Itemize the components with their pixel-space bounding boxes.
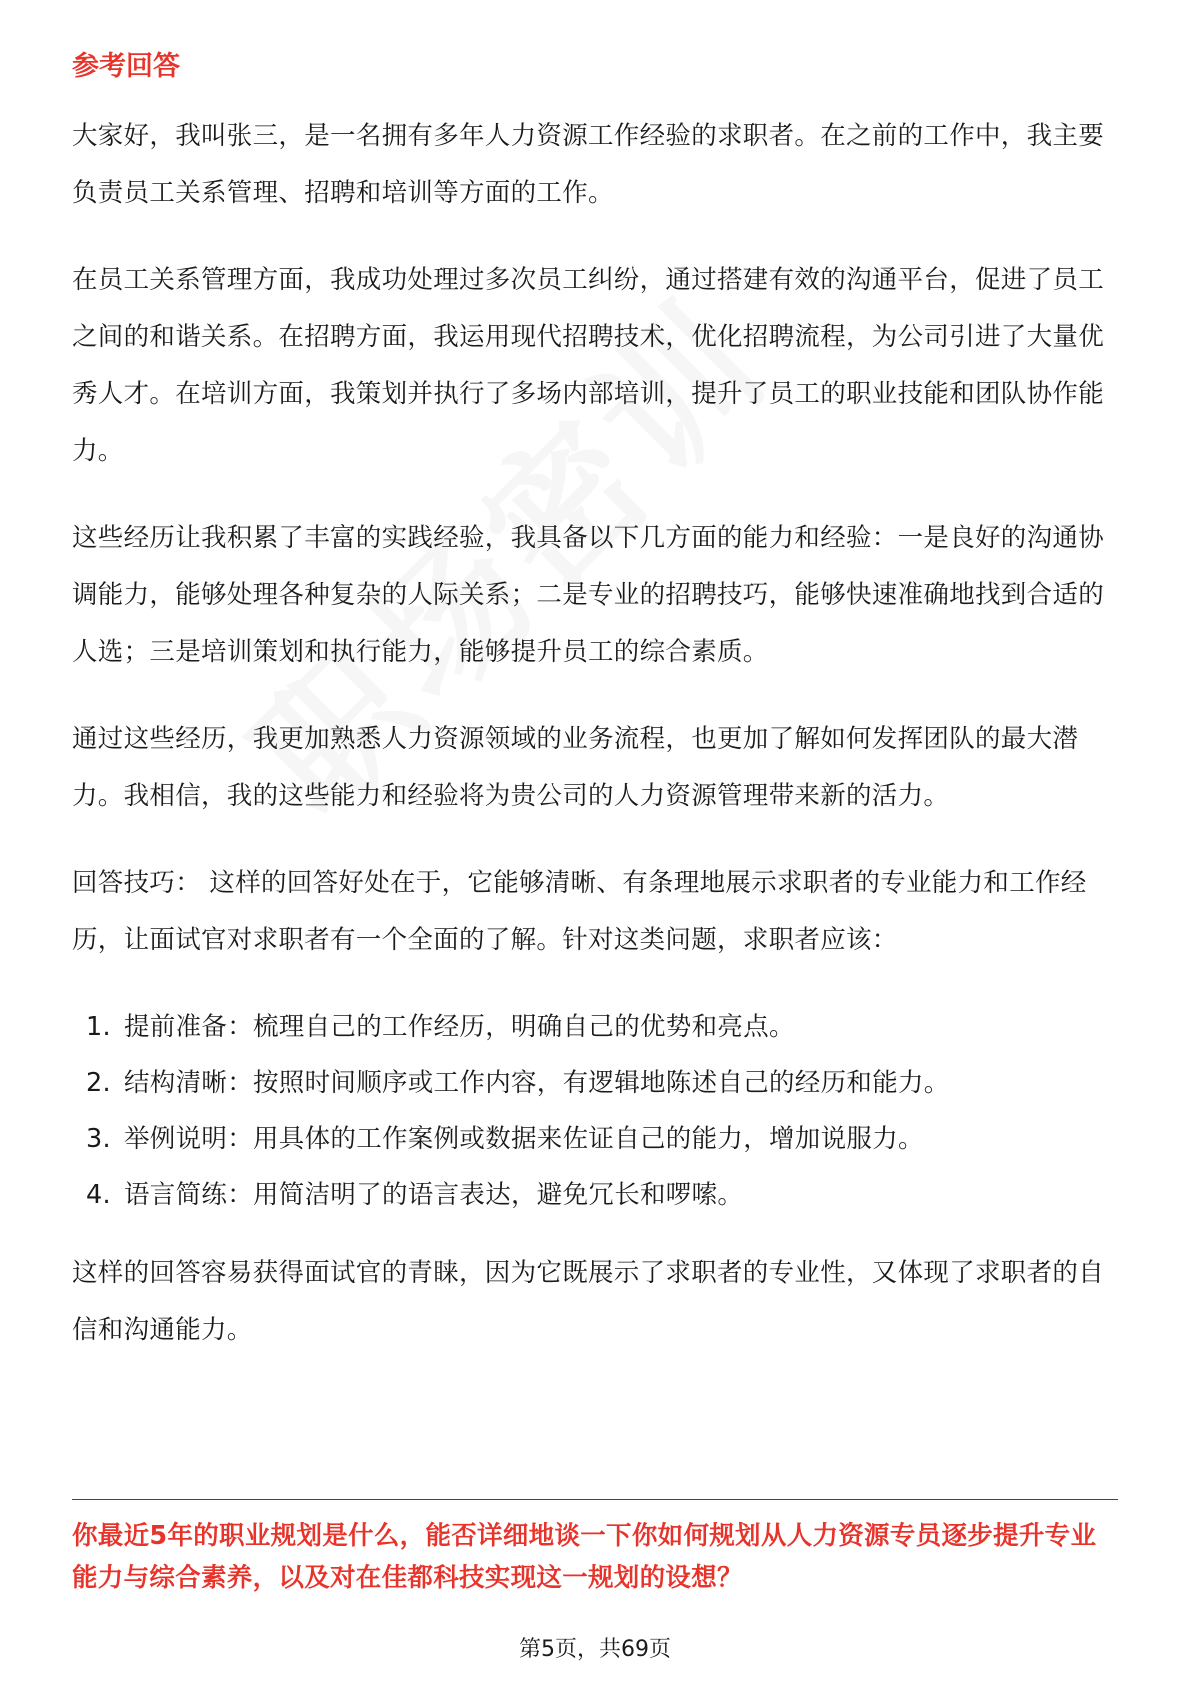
answer-section	[72, 48, 1118, 1389]
list-item-text: 提前准备：梳理自己的工作经历，明确自己的优势和亮点。	[124, 1012, 795, 1042]
experience-paragraph: 在员工关系管理方面，我成功处理过多次员工纠纷，通过搭建有效的沟通平台，促进了员工之间的和谐关系。在招聘方面，我运用现代招聘技术，优化招聘流程，为公司引进了大量优秀人才。在培训方面，我策划并执行了多场内部培训，提升了员工的职业技能和团队协作能力。	[72, 265, 1105, 466]
tips-list	[72, 999, 1118, 1223]
list-item	[72, 1111, 1118, 1167]
list-item	[72, 1055, 1118, 1111]
list-item-number: 3.	[86, 1124, 111, 1154]
list-item	[72, 1167, 1118, 1223]
list-item-number: 2.	[86, 1068, 111, 1098]
closing-paragraph: 这样的回答容易获得面试官的青睐，因为它既展示了求职者的专业性，又体现了求职者的自信和沟通能力。	[72, 1258, 1105, 1345]
list-item-text: 语言简练：用简洁明了的语言表达，避免冗长和啰嗦。	[124, 1180, 744, 1210]
section-heading: 参考回答	[72, 51, 180, 82]
list-item-text: 举例说明：用具体的工作案例或数据来佐证自己的能力，增加说服力。	[124, 1124, 924, 1154]
list-item-number: 4.	[86, 1180, 111, 1210]
next-question: 你最近5年的职业规划是什么，能否详细地谈一下你如何规划从人力资源专员逐步提升专业能力与综合素养，以及对在佳都科技实现这一规划的设想？	[72, 1521, 1097, 1593]
list-item	[72, 999, 1118, 1055]
list-item-text: 结构清晰：按照时间顺序或工作内容，有逻辑地陈述自己的经历和能力。	[124, 1068, 950, 1098]
abilities-paragraph: 这些经历让我积累了丰富的实践经验，我具备以下几方面的能力和经验：一是良好的沟通协调能力，能够处理各种复杂的人际关系；二是专业的招聘技巧，能够快速准确地找到合适的人选；三是培训策划和执行能力，能够提升员工的综合素质。	[72, 523, 1105, 667]
tips-intro-paragraph: 回答技巧： 这样的回答好处在于，它能够清晰、有条理地展示求职者的专业能力和工作经历，让面试官对求职者有一个全面的了解。针对这类问题，求职者应该：	[72, 868, 1087, 955]
summary-paragraph: 通过这些经历，我更加熟悉人力资源领域的业务流程，也更加了解如何发挥团队的最大潜力。我相信，我的这些能力和经验将为贵公司的人力资源管理带来新的活力。	[72, 724, 1079, 811]
page-number: 第5页，共69页	[519, 1637, 671, 1662]
list-item-number: 1.	[86, 1012, 111, 1042]
section-divider	[72, 1499, 1118, 1500]
intro-paragraph: 大家好，我叫张三，是一名拥有多年人力资源工作经验的求职者。在之前的工作中，我主要负责员工关系管理、招聘和培训等方面的工作。	[72, 121, 1105, 208]
